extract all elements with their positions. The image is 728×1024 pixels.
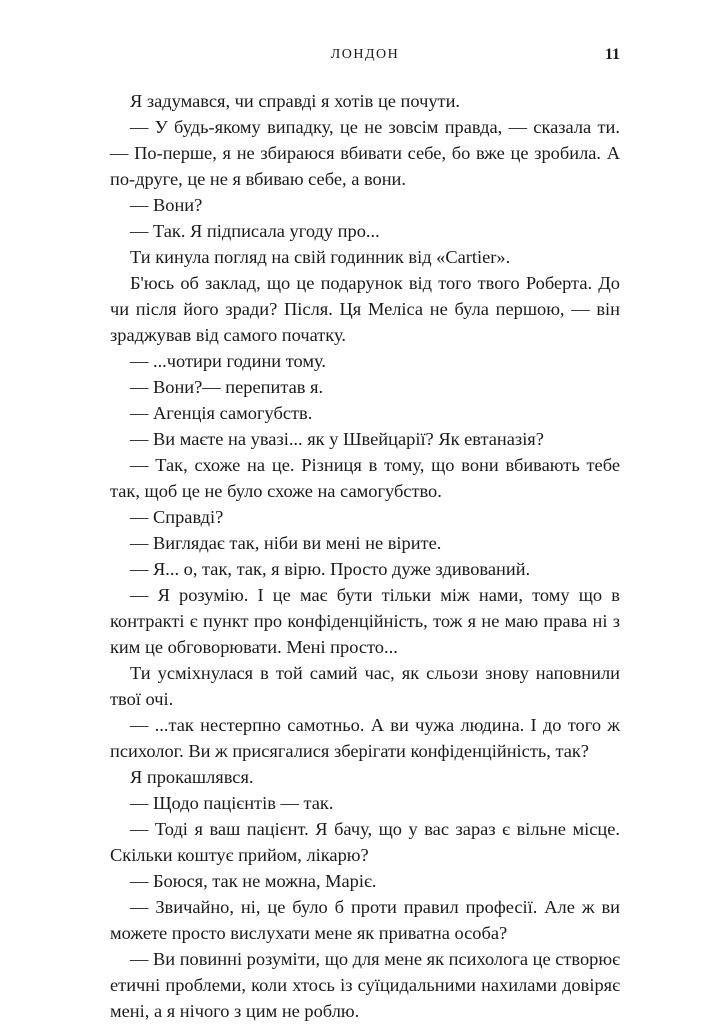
paragraph: Я прокашлявся. [130, 767, 254, 787]
body-text [110, 88, 620, 1024]
paragraph: — Звичайно, ні, це було б проти правил професії. Але ж ви можете просто вислухати мене як приватна особа? [110, 897, 620, 943]
paragraph: — Виглядає так, ніби ви мені не вірите. [130, 533, 442, 553]
paragraph: — Вони? [130, 195, 203, 215]
paragraph: — Ви маєте на увазі... як у Швейцарії? Як евтаназія? [130, 429, 544, 449]
paragraph: — Я розумію. І це має бути тільки між нами, тому що в контракті є пункт про конфіденційність, тож я не маю права ні з ким це обговорювати. Мені просто... [110, 585, 620, 657]
paragraph: — У будь-якому випадку, це не зовсім правда, — сказала ти. — По-перше, я не збираюся вбивати себе, бо вже це зробила. А по-друге, це не я вбиваю себе, а вони. [110, 117, 620, 189]
paragraph: — Щодо пацієнтів — так. [130, 793, 334, 813]
paragraph: — Вони?— перепитав я. [130, 377, 324, 397]
paragraph: — Так, схоже на це. Різниця в тому, що вони вбивають тебе так, щоб це не було схоже на самогубство. [110, 455, 620, 501]
paragraph: — Боюся, так не можна, Маріє. [130, 871, 377, 891]
paragraph: — Агенція самогубств. [130, 403, 313, 423]
paragraph: Ти усміхнулася в той самий час, як сльози знову наповнили твої очі. [110, 663, 620, 709]
paragraph: — Я... о, так, так, я вірю. Просто дуже здивований. [130, 559, 531, 579]
paragraph: — Ви повинні розуміти, що для мене як психолога це створює етичні проблеми, коли хтось із суїцидальними нахилами довіряє мені, а я нічого з цим не роблю. [110, 949, 620, 1021]
paragraph: — Тоді я ваш пацієнт. Я бачу, що у вас зараз є вільне місце. Скільки коштує прийом, лікарю? [110, 819, 620, 865]
paragraph: Я задумався, чи справді я хотів це почути. [130, 91, 461, 111]
running-head: ЛОНДОН [330, 47, 400, 62]
page-number: 11 [604, 46, 620, 63]
paragraph: Ти кинула погляд на свій годинник від «Cartier». [130, 247, 511, 267]
paragraph: — Справді? [130, 507, 224, 527]
paragraph: — Так. Я підписала угоду про... [130, 221, 380, 241]
page-header [110, 46, 620, 66]
paragraph: Б'юсь об заклад, що це подарунок від того твого Роберта. До чи після його зради? Після. Ця Меліса не була першою, — він зраджував від самого початку. [110, 273, 620, 345]
paragraph: — ...чотири години тому. [130, 351, 326, 371]
paragraph: — ...так нестерпно самотньо. А ви чужа людина. І до того ж психолог. Ви ж присягалися зберігати конфіденційність, так? [110, 715, 620, 761]
